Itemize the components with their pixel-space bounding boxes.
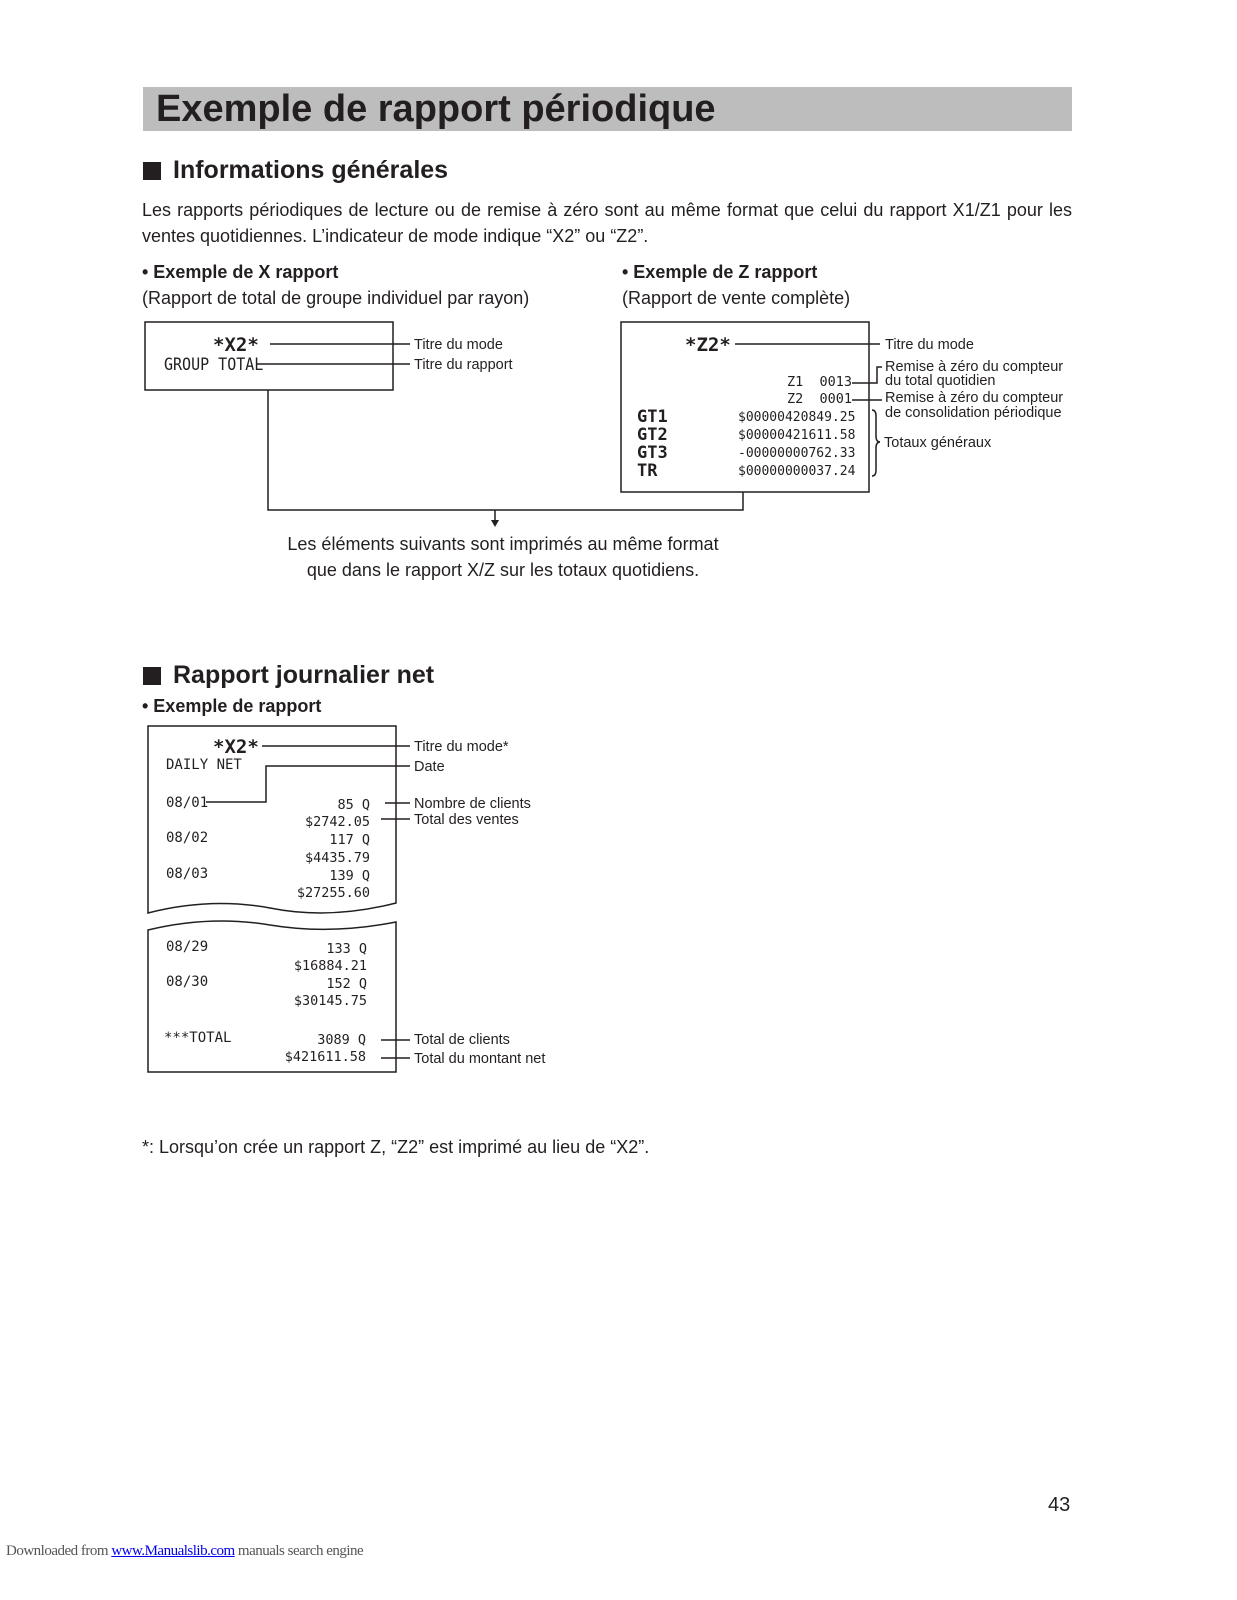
section-heading-text: Rapport journalier net	[173, 661, 435, 689]
z-row-label: TR	[637, 461, 658, 481]
daily-label-mode: Titre du mode*	[414, 739, 509, 755]
z-row-value: $00000420849.25	[738, 410, 856, 425]
daily-entry-count: 139 Q	[329, 868, 370, 884]
daily-label-total-net: Total du montant net	[414, 1051, 546, 1067]
z-receipt-z2: Z2 0001	[787, 391, 853, 407]
z-label-totals: Totaux généraux	[884, 435, 992, 451]
z-row-label: GT3	[637, 443, 668, 463]
daily-entry-amount: $16884.21	[293, 958, 367, 974]
daily-net-bullet: • Exemple de rapport	[142, 696, 322, 716]
daily-total-amount: $421611.58	[284, 1049, 366, 1065]
z-row-label: GT2	[637, 425, 668, 445]
caption-line-1: Les éléments suivants sont imprimés au même format	[287, 534, 719, 554]
daily-entry-count: 152 Q	[326, 976, 367, 992]
caption-line-2: que dans le rapport X/Z sur les totaux quotidiens.	[306, 560, 700, 580]
daily-label-total-customers: Total de clients	[414, 1032, 510, 1048]
z-report-subtitle: (Rapport de vente complète)	[622, 288, 851, 308]
daily-entry-count: 85 Q	[337, 797, 370, 813]
footer-suffix: manuals search engine	[234, 1543, 364, 1559]
daily-receipt-mode: *X2*	[213, 736, 259, 758]
intro-paragraph: Les rapports périodiques de lecture ou de remise à zéro sont au même format que celui du rapport X1/Z1 pour les ventes quotidiennes. L’indicateur de mode indique “X2” ou “Z2”.	[142, 200, 1072, 246]
footer-prefix: Downloaded from	[6, 1543, 112, 1559]
download-footer	[6, 1543, 363, 1560]
section-heading-text: Informations générales	[173, 156, 449, 184]
daily-entry-count: 117 Q	[329, 832, 370, 848]
z-label-z2-line1: Remise à zéro du compteur	[885, 390, 1064, 406]
daily-entry-amount: $30145.75	[293, 993, 367, 1009]
z-label-z1-line1: Remise à zéro du compteur	[885, 359, 1064, 375]
daily-label-sales: Total des ventes	[414, 812, 519, 828]
z-label-z2-line2: de consolidation périodique	[885, 405, 1062, 421]
page-number: 43	[1048, 1494, 1071, 1516]
daily-total-count: 3089 Q	[317, 1032, 366, 1048]
x-receipt-mode: *X2*	[213, 334, 259, 356]
manualslib-link[interactable]: www.Manualslib.com	[111, 1543, 235, 1559]
x-report-subtitle: (Rapport de total de groupe individuel par rayon)	[142, 288, 530, 308]
x-report-bullet: • Exemple de X rapport	[142, 262, 339, 282]
x-label-mode: Titre du mode	[414, 337, 503, 353]
z-row-value: -00000000762.33	[738, 446, 856, 461]
daily-entry-amount: $2742.05	[304, 814, 370, 830]
daily-label-customers: Nombre de clients	[414, 796, 531, 812]
daily-entry-date: 08/30	[166, 974, 209, 990]
x-receipt-report-title: GROUP TOTAL	[164, 354, 264, 375]
square-bullet-icon	[143, 667, 161, 685]
z-report-bullet: • Exemple de Z rapport	[622, 262, 818, 282]
daily-receipt-report-title: DAILY NET	[166, 757, 242, 773]
daily-entry-date: 08/01	[166, 795, 209, 811]
page-title: Exemple de rapport périodique	[156, 88, 716, 130]
z-row-label: GT1	[637, 407, 668, 427]
z-label-z1-line2: du total quotidien	[885, 373, 996, 389]
daily-label-date: Date	[414, 759, 445, 775]
z-receipt-z1: Z1 0013	[787, 374, 853, 390]
section-heading-daily-net	[143, 661, 434, 690]
footnote: *: Lorsqu’on crée un rapport Z, “Z2” est imprimé au lieu de “X2”.	[142, 1137, 650, 1157]
z-row-value: $00000421611.58	[738, 428, 856, 443]
daily-entry-count: 133 Q	[326, 941, 367, 957]
daily-entry-date: 08/02	[166, 830, 209, 846]
x-label-report: Titre du rapport	[414, 357, 513, 373]
daily-entry-amount: $4435.79	[304, 850, 370, 866]
daily-entry-date: 08/03	[166, 866, 209, 882]
z-label-mode: Titre du mode	[885, 337, 974, 353]
z-row-value: $00000000037.24	[738, 464, 856, 479]
daily-entry-amount: $27255.60	[296, 885, 370, 901]
daily-total-label: ***TOTAL	[164, 1030, 232, 1046]
z-receipt-mode: *Z2*	[685, 334, 731, 356]
daily-entry-date: 08/29	[166, 939, 209, 955]
